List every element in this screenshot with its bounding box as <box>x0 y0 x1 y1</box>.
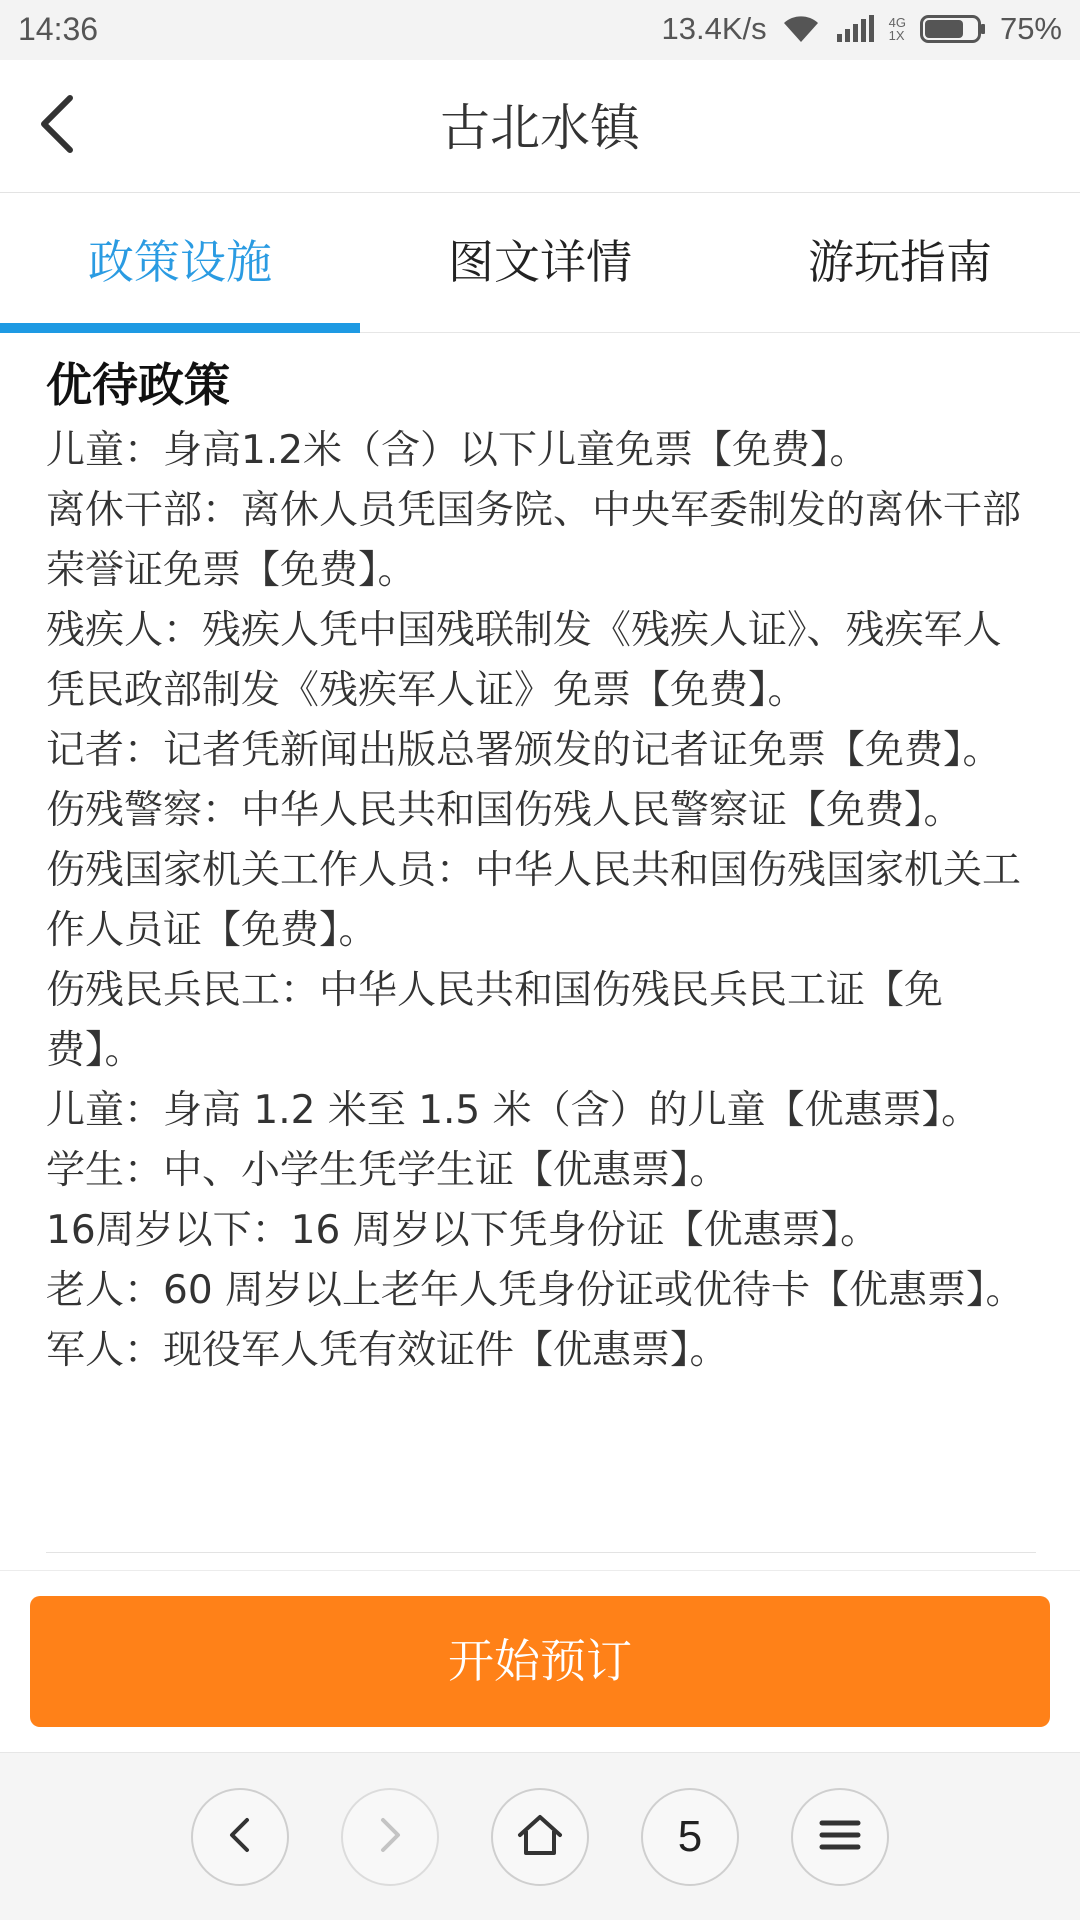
browser-menu-button[interactable] <box>791 1788 889 1886</box>
home-icon <box>516 1813 564 1861</box>
battery-percent: 75% <box>999 11 1062 46</box>
policy-content <box>46 355 1036 1381</box>
content-divider <box>46 1552 1036 1553</box>
tab-graphic-details[interactable]: 图文详情 <box>448 235 632 289</box>
policy-item: 离休干部：离休人员凭国务院、中央军委制发的离休干部荣誉证免票【免费】。 <box>46 488 1022 593</box>
status-right <box>661 11 1062 47</box>
policy-item: 伤残警察：中华人民共和国伤残人民警察证【免费】。 <box>46 788 963 833</box>
policy-item: 儿童：身高1.2米（含）以下儿童免票【免费】。 <box>46 428 869 473</box>
network-speed: 13.4K/s <box>661 11 767 46</box>
section-title: 优待政策 <box>46 358 230 412</box>
booking-bar <box>0 1570 1080 1752</box>
tab-policy-facilities[interactable]: 政策设施 <box>0 194 360 332</box>
top-bar <box>0 60 1080 193</box>
status-bar <box>0 0 1080 60</box>
network-type <box>889 16 906 42</box>
back-icon <box>223 1815 257 1859</box>
browser-back-button[interactable] <box>191 1788 289 1886</box>
policy-item: 老人：60 周岁以上老年人凭身份证或优待卡【优惠票】。 <box>46 1268 1025 1313</box>
network-type-bottom: 1X <box>888 28 905 43</box>
tab-bar <box>0 194 1080 333</box>
policy-item: 儿童：身高 1.2 米至 1.5 米（含）的儿童【优惠票】。 <box>46 1088 981 1133</box>
browser-home-button[interactable] <box>491 1788 589 1886</box>
tab-play-guide[interactable]: 游玩指南 <box>808 235 992 289</box>
menu-icon <box>819 1817 861 1857</box>
browser-toolbar <box>0 1752 1080 1920</box>
browser-tabs-button[interactable] <box>641 1788 739 1886</box>
policy-item: 记者：记者凭新闻出版总署颁发的记者证免票【免费】。 <box>46 728 1002 773</box>
policy-item: 伤残国家机关工作人员：中华人民共和国伤残国家机关工作人员证【免费】。 <box>46 848 1022 953</box>
start-booking-button[interactable]: 开始预订 <box>30 1596 1050 1727</box>
battery-icon <box>920 14 986 44</box>
status-time: 14:36 <box>18 11 99 47</box>
policy-list <box>46 421 1036 1381</box>
policy-item: 16周岁以下：16 周岁以下凭身份证【优惠票】。 <box>46 1208 880 1253</box>
policy-item: 残疾人：残疾人凭中国残联制发《残疾人证》、残疾军人凭民政部制发《残疾军人证》免票【免费】。 <box>46 608 1002 713</box>
signal-icon <box>835 14 879 44</box>
browser-forward-button[interactable] <box>341 1788 439 1886</box>
policy-item: 伤残民兵民工：中华人民共和国伤残民兵民工证【免费】。 <box>46 968 944 1073</box>
page-title: 古北水镇 <box>440 99 640 157</box>
policy-item: 学生：中、小学生凭学生证【优惠票】。 <box>46 1148 729 1193</box>
network-type-top: 4G <box>888 15 906 30</box>
tab-count: 5 <box>677 1812 703 1861</box>
wifi-icon <box>781 14 821 44</box>
policy-item: 军人：现役军人凭有效证件【优惠票】。 <box>46 1328 729 1373</box>
forward-icon <box>373 1815 407 1859</box>
